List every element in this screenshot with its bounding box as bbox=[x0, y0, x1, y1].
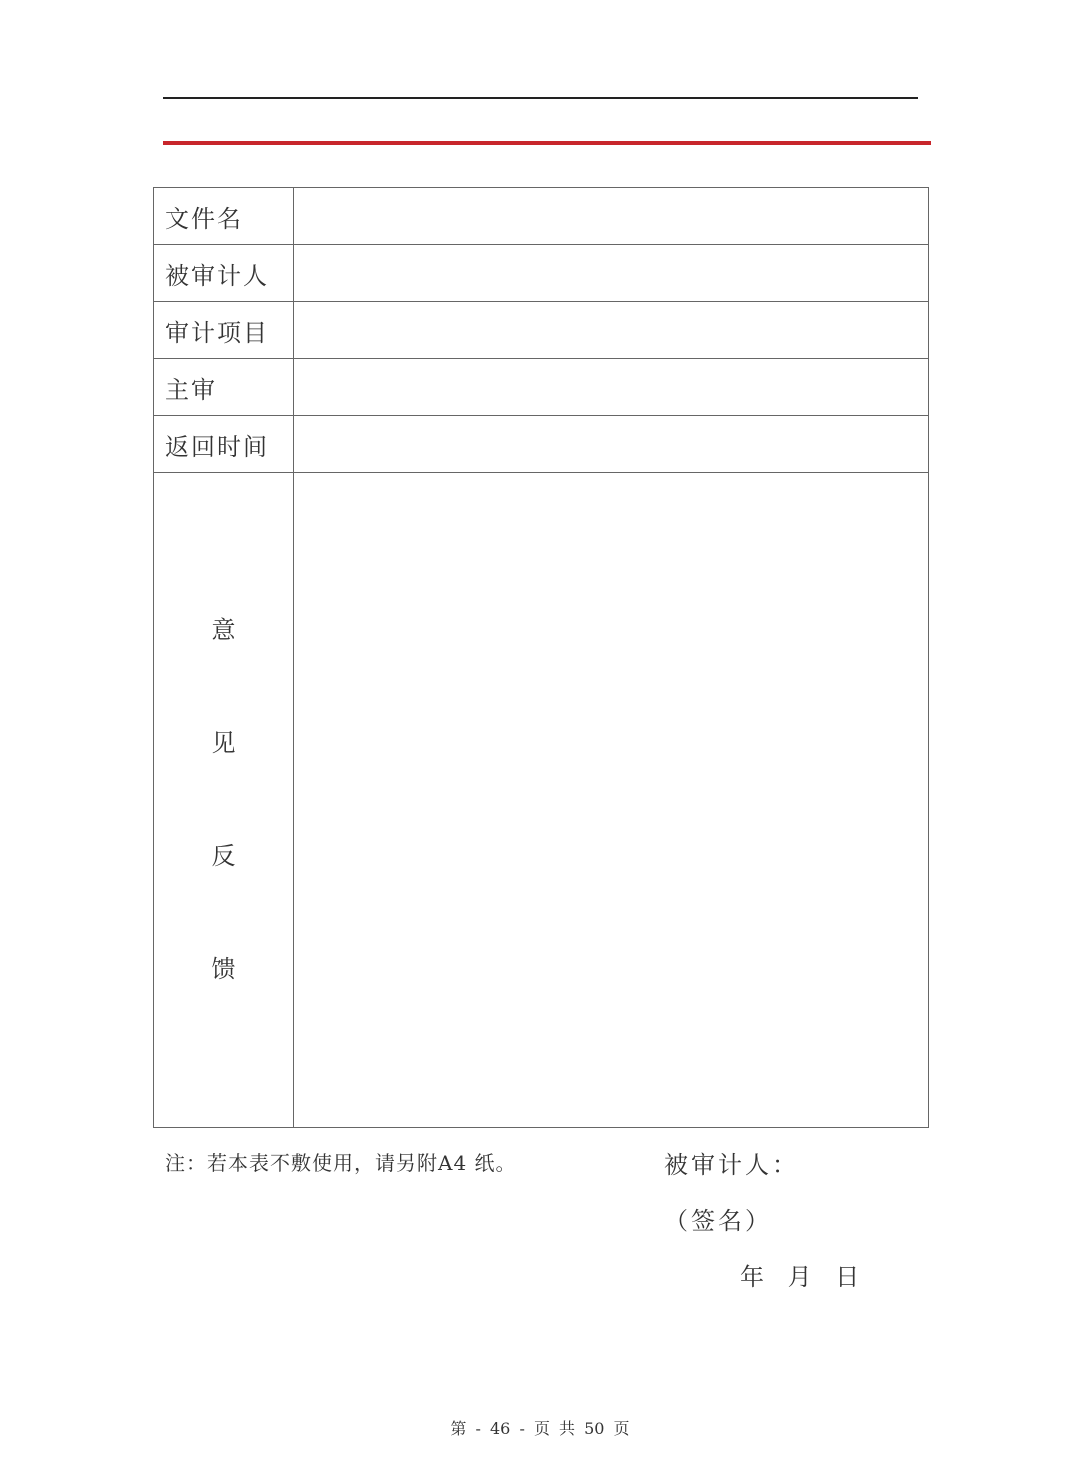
form-row-feedback bbox=[154, 473, 929, 1128]
audit-project-field[interactable] bbox=[294, 302, 929, 359]
form-row-return-time bbox=[154, 416, 929, 473]
feedback-label-char: 反 bbox=[211, 842, 236, 870]
auditee-field[interactable] bbox=[294, 245, 929, 302]
feedback-label-char: 见 bbox=[211, 729, 236, 757]
lead-auditor-label: 主审 bbox=[154, 359, 294, 416]
form-row-file-name bbox=[154, 188, 929, 245]
form-row-audit-project bbox=[154, 302, 929, 359]
audit-feedback-form bbox=[153, 187, 929, 1128]
feedback-label-char: 馈 bbox=[211, 955, 236, 983]
lead-auditor-field[interactable] bbox=[294, 359, 929, 416]
feedback-label bbox=[154, 473, 294, 1128]
file-name-label: 文件名 bbox=[154, 188, 294, 245]
date-day-label: 日 bbox=[835, 1263, 860, 1291]
header-rule bbox=[163, 97, 918, 99]
feedback-label-char: 意 bbox=[211, 616, 236, 644]
signature-hint: （签名） bbox=[664, 1207, 772, 1235]
usage-note: 注：若本表不敷使用，请另附A4 纸。 bbox=[165, 1151, 517, 1175]
header-accent-rule bbox=[163, 141, 931, 145]
return-time-label: 返回时间 bbox=[154, 416, 294, 473]
audit-project-label: 审计项目 bbox=[154, 302, 294, 359]
return-time-field[interactable] bbox=[294, 416, 929, 473]
auditee-label: 被审计人 bbox=[154, 245, 294, 302]
date-month-label: 月 bbox=[787, 1263, 812, 1291]
form-row-auditee bbox=[154, 245, 929, 302]
signer-label: 被审计人： bbox=[664, 1151, 799, 1179]
date-year-label: 年 bbox=[740, 1263, 764, 1291]
signature-date bbox=[740, 1257, 875, 1292]
file-name-field[interactable] bbox=[294, 188, 929, 245]
feedback-field[interactable] bbox=[294, 473, 929, 1128]
page-number: 第 - 46 - 页 共 50 页 bbox=[450, 1419, 630, 1438]
form-row-lead-auditor bbox=[154, 359, 929, 416]
